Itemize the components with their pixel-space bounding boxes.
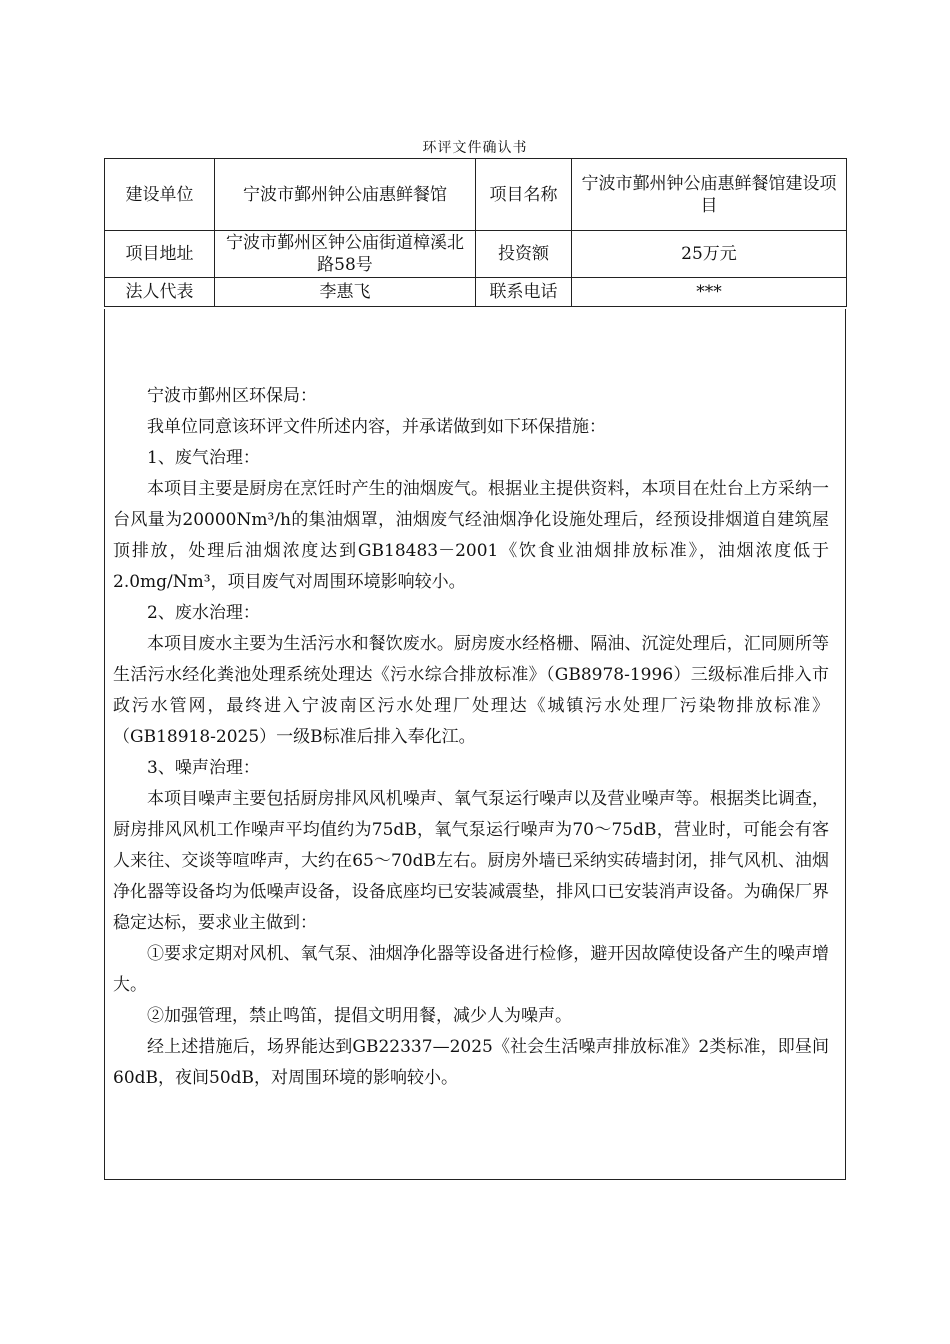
section-title-exhaust: 1、废气治理： bbox=[147, 448, 260, 468]
section-body-wastewater: 本项目废水主要为生活污水和餐饮废水。厨房废水经格栅、隔油、沉淀处理后，汇同厕所等生活污水经化粪池处理系统处理达《污水综合排放标准》（GB8978-1996）三级标准后排入市政污水管网，最终进入宁波南区污水处理厂处理达《城镇污水处理厂污染物排放标准》（GB18918-2025）一级B标准后排入奉化江。 bbox=[113, 634, 829, 747]
noise-measure-2: ②加强管理，禁止鸣笛，提倡文明用餐，减少人为噪声。 bbox=[147, 1006, 572, 1026]
project-address-label: 项目地址 bbox=[105, 231, 215, 278]
phone-label: 联系电话 bbox=[476, 278, 572, 307]
investment-value: 25万元 bbox=[572, 231, 847, 278]
document-title: 环评文件确认书 bbox=[422, 140, 528, 156]
addressee: 宁波市鄞州区环保局： bbox=[147, 386, 317, 406]
section-title-noise: 3、噪声治理： bbox=[147, 758, 260, 778]
phone-value: *** bbox=[572, 278, 847, 307]
noise-measure-1: ①要求定期对风机、氧气泵、油烟净化器等设备进行检修，避开因故障使设备产生的噪声增大。 bbox=[113, 944, 829, 995]
project-name-label: 项目名称 bbox=[476, 159, 572, 231]
section-body-exhaust: 本项目主要是厨房在烹饪时产生的油烟废气。根据业主提供资料，本项目在灶台上方采纳一台风量为20000Nm³/h的集油烟罩，油烟废气经油烟净化设施处理后，经预设排烟道自建筑屋顶排放，处理后油烟浓度达到GB18483－2001《饮食业油烟排放标准》，油烟浓度低于2.0mg/Nm³，项目废气对周围环境影响较小。 bbox=[113, 479, 829, 592]
commitment-content bbox=[113, 381, 829, 1094]
project-info-table bbox=[104, 158, 847, 307]
section-title-wastewater: 2、废水治理： bbox=[147, 603, 260, 623]
project-address-value: 宁波市鄞州区钟公庙街道樟溪北路58号 bbox=[215, 231, 476, 278]
construction-unit-label: 建设单位 bbox=[105, 159, 215, 231]
legal-representative-label: 法人代表 bbox=[105, 278, 215, 307]
intro-paragraph: 我单位同意该环评文件所述内容，并承诺做到如下环保措施： bbox=[147, 417, 606, 437]
project-name-value: 宁波市鄞州钟公庙惠鲜餐馆建设项目 bbox=[572, 159, 847, 231]
legal-representative-value: 李惠飞 bbox=[215, 278, 476, 307]
construction-unit-value: 宁波市鄞州钟公庙惠鲜餐馆 bbox=[215, 159, 476, 231]
table-row bbox=[105, 159, 847, 231]
table-row bbox=[105, 231, 847, 278]
section-body-noise: 本项目噪声主要包括厨房排风风机噪声、氧气泵运行噪声以及营业噪声等。根据类比调查，厨房排风风机工作噪声平均值约为75dB，氧气泵运行噪声为70～75dB，营业时，可能会有客人来往、交谈等喧哗声，大约在65～70dB左右。厨房外墙已采纳实砖墙封闭，排气风机、油烟净化器等设备均为低噪声设备，设备底座均已安装减震垫，排风口已安装消声设备。为确保厂界稳定达标，要求业主做到： bbox=[113, 789, 829, 933]
conclusion-paragraph: 经上述措施后，场界能达到GB22337—2025《社会生活噪声排放标准》2类标准，即昼间60dB，夜间50dB，对周围环境的影响较小。 bbox=[113, 1037, 829, 1088]
table-row bbox=[105, 278, 847, 307]
investment-label: 投资额 bbox=[476, 231, 572, 278]
